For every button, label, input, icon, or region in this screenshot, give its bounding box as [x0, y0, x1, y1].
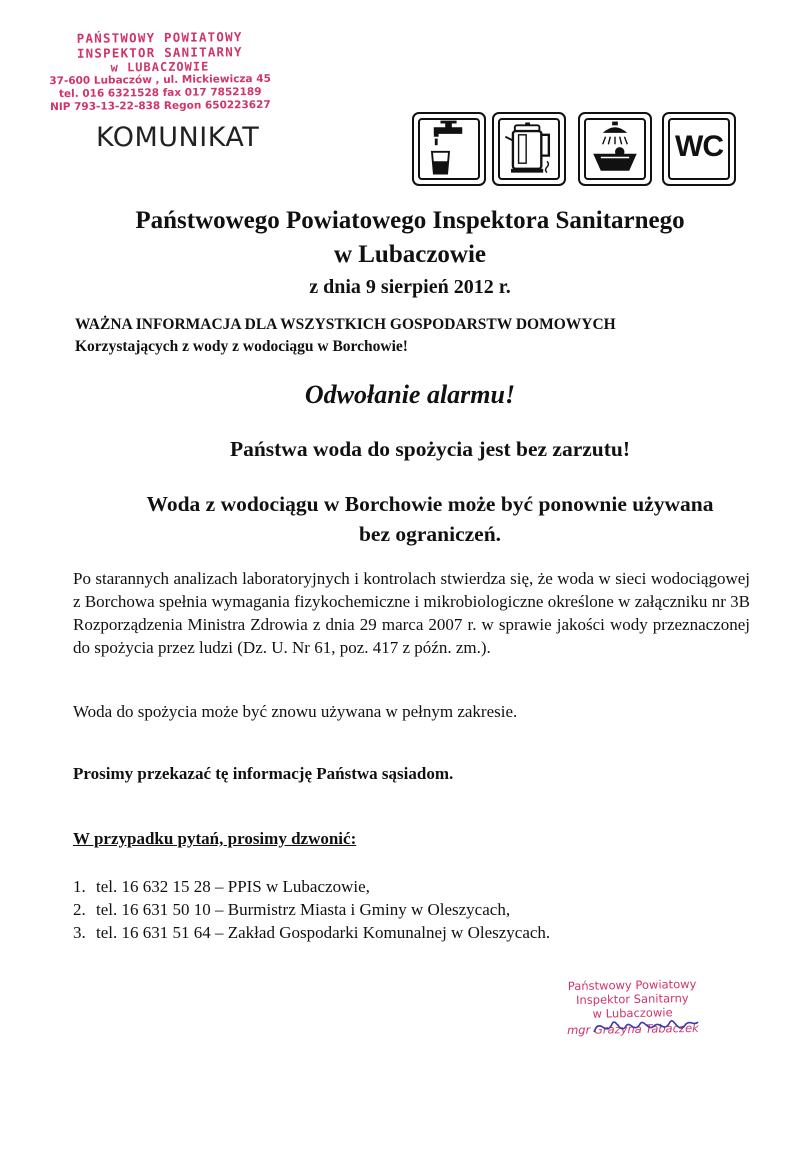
stamp-line: PAŃSTWOWY POWIATOWY [76, 29, 243, 46]
stamp-line: Inspektor Sanitarny [575, 991, 689, 1007]
contact-text: tel. 16 631 50 10 – Burmistrz Miasta i Gminy w Oleszycach, [96, 900, 511, 919]
stamp-line: w Lubaczowie [592, 1005, 673, 1021]
list-item [73, 921, 550, 944]
wc-label: WC [675, 130, 723, 163]
list-number: 2. [73, 900, 86, 919]
list-number: 1. [73, 877, 86, 896]
contact-text: tel. 16 631 51 64 – Zakład Gospodarki Komunalnej w Oleszycach. [96, 923, 551, 942]
kettle-icon [492, 112, 566, 186]
list-item [73, 898, 550, 921]
reuse-line-1: Woda z wodociągu w Borchowie może być ponownie używana [146, 492, 714, 516]
signature [590, 1012, 700, 1042]
drinking-water-icon [412, 112, 486, 186]
list-item [73, 875, 550, 898]
contacts-list [73, 875, 550, 944]
stamp-line: INSPEKTOR SANITARNY [76, 44, 243, 61]
contacts-heading: W przypadku pytań, prosimy dzwonić: [73, 829, 357, 848]
document-date: z dnia 9 sierpień 2012 r. [309, 276, 511, 298]
title-line-1: Państwowego Powiatowego Inspektora Sanitarnego [135, 207, 685, 234]
stamp-address: 37-600 Lubaczów , ul. Mickiewicza 45 [49, 72, 271, 88]
body-paragraph-2: Woda do spożycia może być znowu używana w pełnym zakresie. [73, 702, 518, 721]
shower-icon [578, 112, 652, 186]
alarm-cancel-heading: Odwołanie alarmu! [304, 380, 516, 409]
stamp-top [40, 29, 281, 115]
info-heading: WAŻNA INFORMACJA DLA WSZYSTKICH GOSPODARSTW DOMOWYCH [75, 316, 616, 333]
body-paragraph: Po starannych analizach laboratoryjnych i kontrolach stwierdza się, że woda w sieci wodociągowej z Borchowa spełnia wymagania fizykochemiczne i mikrobiologiczne określone w załączniku nr 3B Rozporządzenia Ministra Zdrowia z dnia 29 marca 2007 r. w sprawie jakości wody przeznaczonej do spożycia przez ludzi (Dz. U. Nr 61, poz. 417 z późn. zm.). [73, 569, 750, 657]
share-request: Prosimy przekazać tę informację Państwa sąsiadom. [73, 764, 454, 783]
stamp-nip: NIP 793-13-22-838 Regon 650223627 [49, 98, 271, 114]
stamp-signatory: mgr Grażyna Tabaczek [566, 1020, 699, 1038]
wc-icon [662, 112, 736, 186]
stamp-phone: tel. 016 6321528 fax 017 7852189 [58, 85, 262, 101]
reuse-line-2: bez ograniczeń. [358, 522, 502, 546]
list-number: 3. [73, 923, 86, 942]
contact-text: tel. 16 632 15 28 – PPIS w Lubaczowie, [96, 877, 370, 896]
water-state-statement: Państwa woda do spożycia jest bez zarzutu! [229, 437, 631, 461]
komunikat-heading: KOMUNIKAT [96, 122, 260, 153]
title-line-2: w Lubaczowie [333, 241, 487, 268]
stamp-line: w LUBACZOWIE [110, 59, 210, 75]
info-subheading: Korzystających z wody z wodociągu w Borchowie! [75, 338, 408, 355]
stamp-line: Państwowy Powiatowy [567, 976, 697, 994]
